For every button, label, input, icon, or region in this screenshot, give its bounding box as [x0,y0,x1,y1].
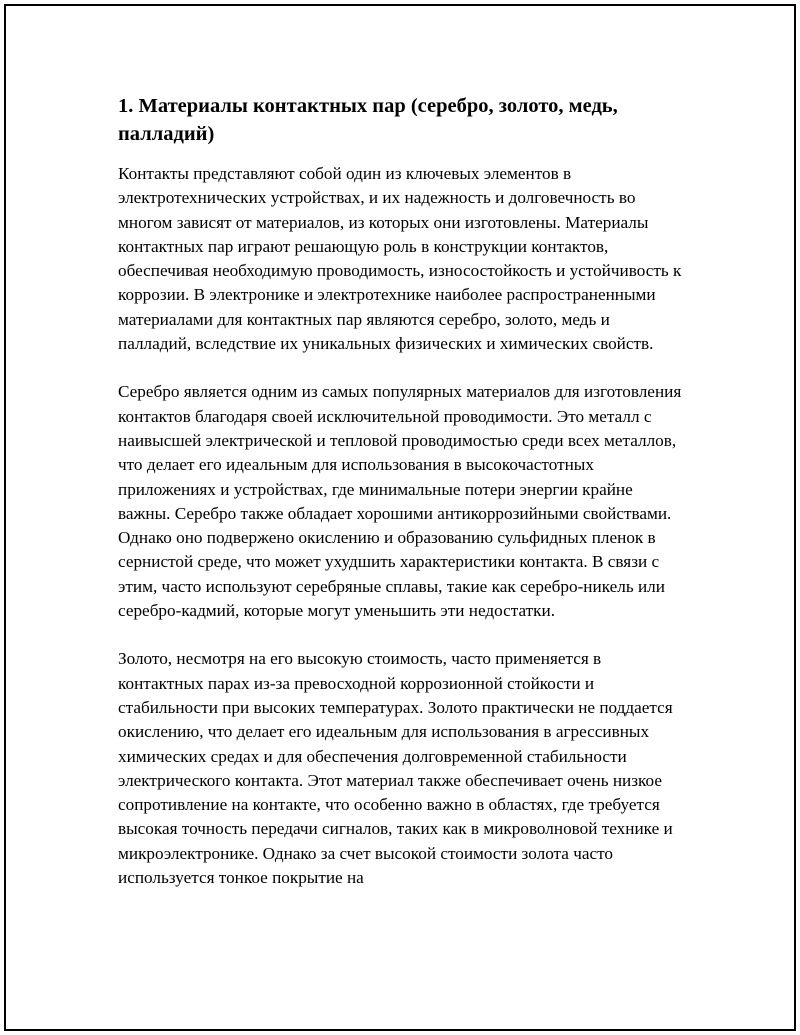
section-heading: 1. Материалы контактных пар (серебро, золото, медь, палладий) [118,95,618,145]
paragraph-gold: Золото, несмотря на его высокую стоимость, часто применяется в контактных парах из-за превосходной коррозионной стойкости и стабильности при высоких температурах. Золото практически не поддается окислению, что делает его идеальным для использования в агрессивных химических средах и для обеспечения долговременной стабильности электрического контакта. Этот материал также обеспечивает очень низкое сопротивление на контакте, что особенно важно в областях, где требуется высокая точность передачи сигналов, таких как в микроволновой технике и микроэлектронике. Однако за счет высокой стоимости золота часто используется тонкое покрытие на [118,649,673,888]
paragraph-contacts-intro: Контакты представляют собой один из ключевых элементов в электротехнических устройствах, и их надежность и долговечность во многом зависят от материалов, из которых они изготовлены. Материалы контактных пар играют решающую роль в конструкции контактов, обеспечивая необходимую проводимость, износостойкость и устойчивость к коррозии. В электронике и электротехнике наиболее распространенными материалами для контактных пар являются серебро, золото, медь и палладий, вследствие их уникальных физических и химических свойств. [118,164,682,354]
paragraph-silver: Серебро является одним из самых популярных материалов для изготовления контактов благодаря своей исключительной проводимости. Это металл с наивысшей электрической и тепловой проводимостью среди всех металлов, что делает его идеальным для использования в высокочастотных приложениях и устройствах, где минимальные потери энергии крайне важны. Серебро также обладает хорошими антикоррозийными свойствами. Однако оно подвержено окислению и образованию сульфидных пленок в сернистой среде, что может ухудшить характеристики контакта. В связи с этим, часто используют серебряные сплавы, такие как серебро-никель или серебро-кадмий, которые могут уменьшить эти недостатки. [118,382,682,621]
document-body [118,92,684,890]
